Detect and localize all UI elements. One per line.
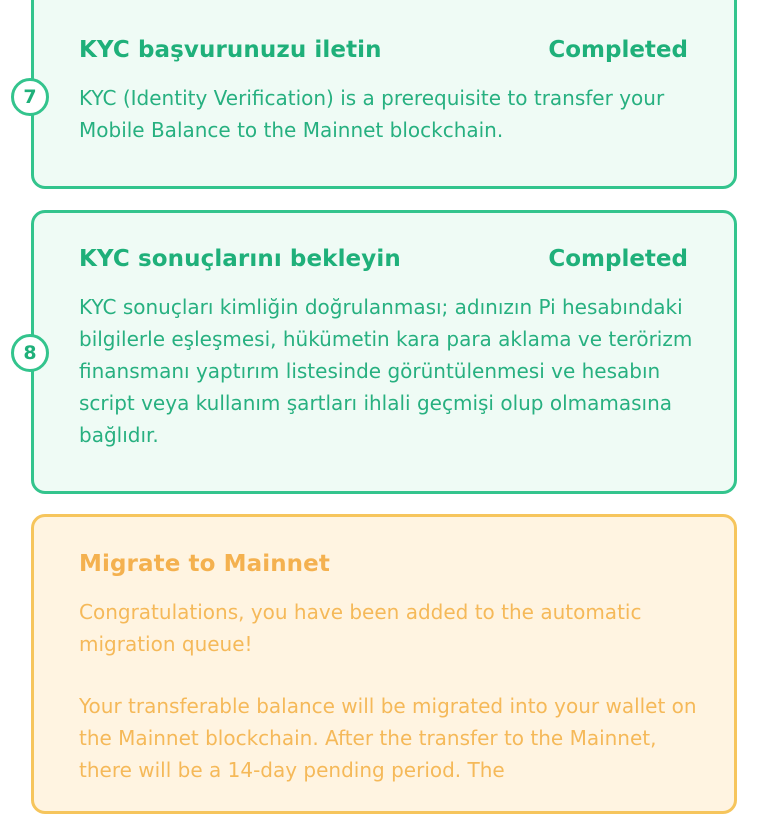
migrate-mainnet-card[interactable] xyxy=(31,514,737,814)
step-7-card[interactable] xyxy=(31,0,737,189)
migrate-title: Migrate to Mainnet xyxy=(79,551,330,577)
step-number-badge: 8 xyxy=(11,334,49,372)
step-description: KYC sonuçları kimliğin doğrulanması; adınızın Pi hesabındaki bilgilerle eşleşmesi, hükümetin kara para aklama ve terörizm finansmanı yaptırım listesinde görüntülenmesi ve hesabın script veya kullanım şartları ihlali geçmişi olup olmamasına bağlıdır. xyxy=(79,295,693,447)
status-badge: Completed xyxy=(548,246,688,272)
step-8-card[interactable] xyxy=(31,210,737,494)
step-title: KYC sonuçlarını bekleyin xyxy=(79,246,401,272)
status-badge: Completed xyxy=(548,37,688,63)
migrate-paragraph-balance: Your transferable balance will be migrated into your wallet on the Mainnet blockchain. After the transfer to the Mainnet, there will be a 14-day pending period. The xyxy=(79,694,697,782)
migrate-paragraph-queue: Congratulations, you have been added to the automatic migration queue! xyxy=(79,600,642,656)
step-title: KYC başvurunuzu iletin xyxy=(79,37,382,63)
step-description: KYC (Identity Verification) is a prerequisite to transfer your Mobile Balance to the Mainnet blockchain. xyxy=(79,86,665,142)
step-number-badge: 7 xyxy=(11,78,49,116)
